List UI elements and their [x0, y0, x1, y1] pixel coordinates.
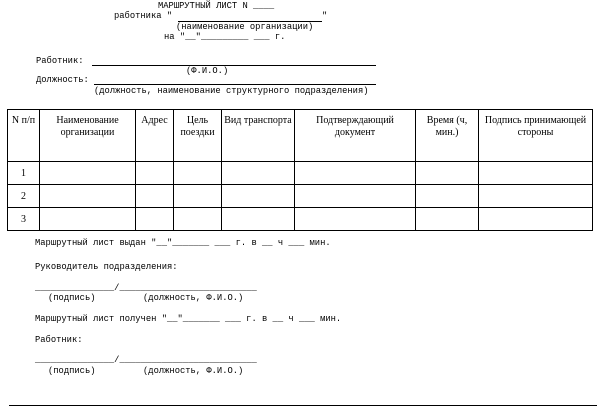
document-title: МАРШРУТНЫЙ ЛИСТ N ____ — [158, 1, 275, 11]
table-row — [8, 208, 593, 231]
worker-of-prefix: работника " — [114, 11, 173, 21]
column-header-address: Адрес — [136, 110, 174, 162]
table-row — [8, 162, 593, 185]
signature-caption-head: (подпись) (должность, Ф.И.О.) — [48, 293, 244, 303]
table-cell[interactable] — [416, 185, 479, 208]
signature-line-worker: _______________/__________________________ — [35, 355, 257, 365]
signature-line-head: _______________/__________________________ — [35, 283, 257, 293]
position-caption: (должность, наименование структурного подразделения) — [94, 86, 369, 96]
table-cell[interactable] — [136, 208, 174, 231]
table-cell[interactable] — [136, 162, 174, 185]
table-cell[interactable] — [416, 208, 479, 231]
table-cell[interactable] — [295, 162, 416, 185]
table-cell[interactable] — [479, 208, 593, 231]
column-header-purpose: Цель поездки — [174, 110, 222, 162]
signature-caption-worker: (подпись) (должность, Ф.И.О.) — [48, 366, 244, 376]
column-header-signature: Подпись принимающей стороны — [479, 110, 593, 162]
table-cell[interactable] — [174, 208, 222, 231]
worker-label: Работник: — [36, 56, 84, 66]
column-header-document: Подтверждающий документ — [295, 110, 416, 162]
worker-name-underline — [92, 65, 376, 66]
table-cell[interactable] — [136, 185, 174, 208]
row-number: 2 — [8, 185, 40, 208]
column-header-time: Время (ч, мин.) — [416, 110, 479, 162]
column-header-organization: Наименование организации — [40, 110, 136, 162]
table-cell[interactable] — [222, 185, 295, 208]
table-cell[interactable] — [174, 162, 222, 185]
head-of-department-label: Руководитель подразделения: — [35, 262, 178, 272]
worker-footer-label: Работник: — [35, 335, 83, 345]
table-cell[interactable] — [174, 185, 222, 208]
route-table — [7, 109, 593, 231]
position-label: Должность: — [36, 75, 89, 85]
table-header-row — [8, 110, 593, 162]
table-row — [8, 185, 593, 208]
column-header-transport: Вид транспорта — [222, 110, 295, 162]
table-cell[interactable] — [295, 208, 416, 231]
table-cell[interactable] — [40, 185, 136, 208]
table-cell[interactable] — [222, 208, 295, 231]
received-line: Маршрутный лист получен "__"_______ ___ г. в __ ч ___ мин. — [35, 314, 342, 324]
table-cell[interactable] — [479, 185, 593, 208]
column-header-number: N п/п — [8, 110, 40, 162]
issued-line: Маршрутный лист выдан "__"_______ ___ г. в __ ч ___ мин. — [35, 238, 331, 248]
table-cell[interactable] — [222, 162, 295, 185]
worker-of-suffix: " — [322, 11, 328, 21]
organization-caption: (наименование организации) — [176, 22, 314, 32]
table-cell[interactable] — [295, 185, 416, 208]
fio-caption: (Ф.И.О.) — [186, 66, 229, 76]
table-cell[interactable] — [40, 208, 136, 231]
position-underline — [94, 84, 376, 85]
table-cell[interactable] — [416, 162, 479, 185]
table-cell[interactable] — [479, 162, 593, 185]
row-number: 1 — [8, 162, 40, 185]
date-line: на "__"_________ ___ г. — [164, 32, 286, 42]
row-number: 3 — [8, 208, 40, 231]
table-cell[interactable] — [40, 162, 136, 185]
page-bottom-rule — [9, 405, 597, 406]
